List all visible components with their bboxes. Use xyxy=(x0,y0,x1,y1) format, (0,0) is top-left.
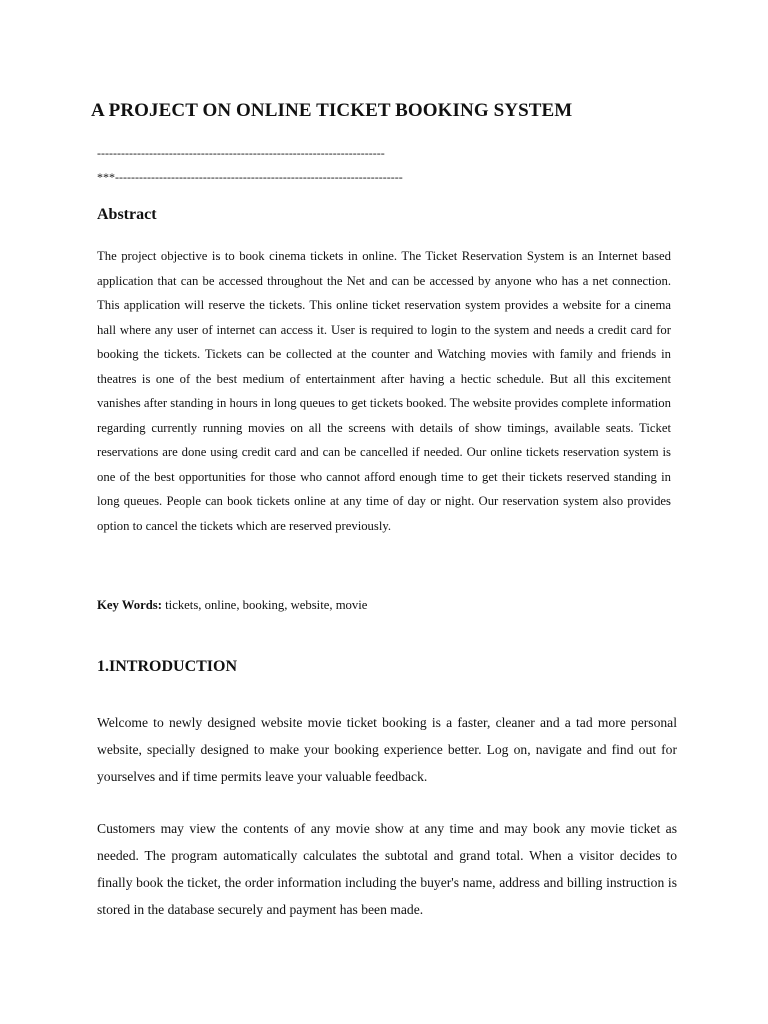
introduction-paragraph: Customers may view the contents of any movie show at any time and may book any movie ticket as needed. The program automatically calculates the subtotal and grand total. When a visitor decides to finally book the ticket, the order information including the buyer's name, address and billing instruction is stored in the database securely and payment has been made. xyxy=(97,821,677,917)
abstract-heading: Abstract xyxy=(97,206,157,223)
introduction-paragraph: Welcome to newly designed website movie ticket booking is a faster, cleaner and a tad more personal website, specially designed to make your booking experience better. Log on, navigate and find out for yourselves and if time permits leave your valuable feedback. xyxy=(97,715,677,784)
abstract-paragraph: The project objective is to book cinema tickets in online. The Ticket Reservation System is an Internet based application that can be accessed throughout the Net and can be accessed by anyone who has a net connection. This application will reserve the tickets. This online ticket reservation system provides a website for a cinema hall where any user of internet can access it. User is required to login to the system and needs a credit card for booking the tickets. Tickets can be collected at the counter and Watching movies with family and friends in theatres is one of the best medium of entertainment after having a hectic schedule. But all this excitement vanishes after standing in hours in long queues to get tickets booked. The website provides complete information regarding currently running movies on all the screens with details of show timings, available seats. Ticket reservations are done using credit card and can be cancelled if needed. Our online tickets reservation system is one of the best opportunities for those who cannot afford enough time to get their tickets reserved standing in long queues. People can book tickets online at any time of day or night. Our reservation system also provides option to cancel the tickets which are reserved previously. xyxy=(97,249,671,533)
separator-line: ------------------------------------------------------------------------ xyxy=(97,146,385,160)
keywords-value: tickets, online, booking, website, movie xyxy=(161,598,368,612)
separator-line: ***------------------------------------------------------------------------ xyxy=(97,170,403,184)
introduction-heading: 1.INTRODUCTION xyxy=(97,658,238,675)
document-title: A PROJECT ON ONLINE TICKET BOOKING SYSTEM xyxy=(91,100,573,121)
keywords-label: Key Words: xyxy=(97,598,162,612)
keywords-line xyxy=(97,598,367,613)
